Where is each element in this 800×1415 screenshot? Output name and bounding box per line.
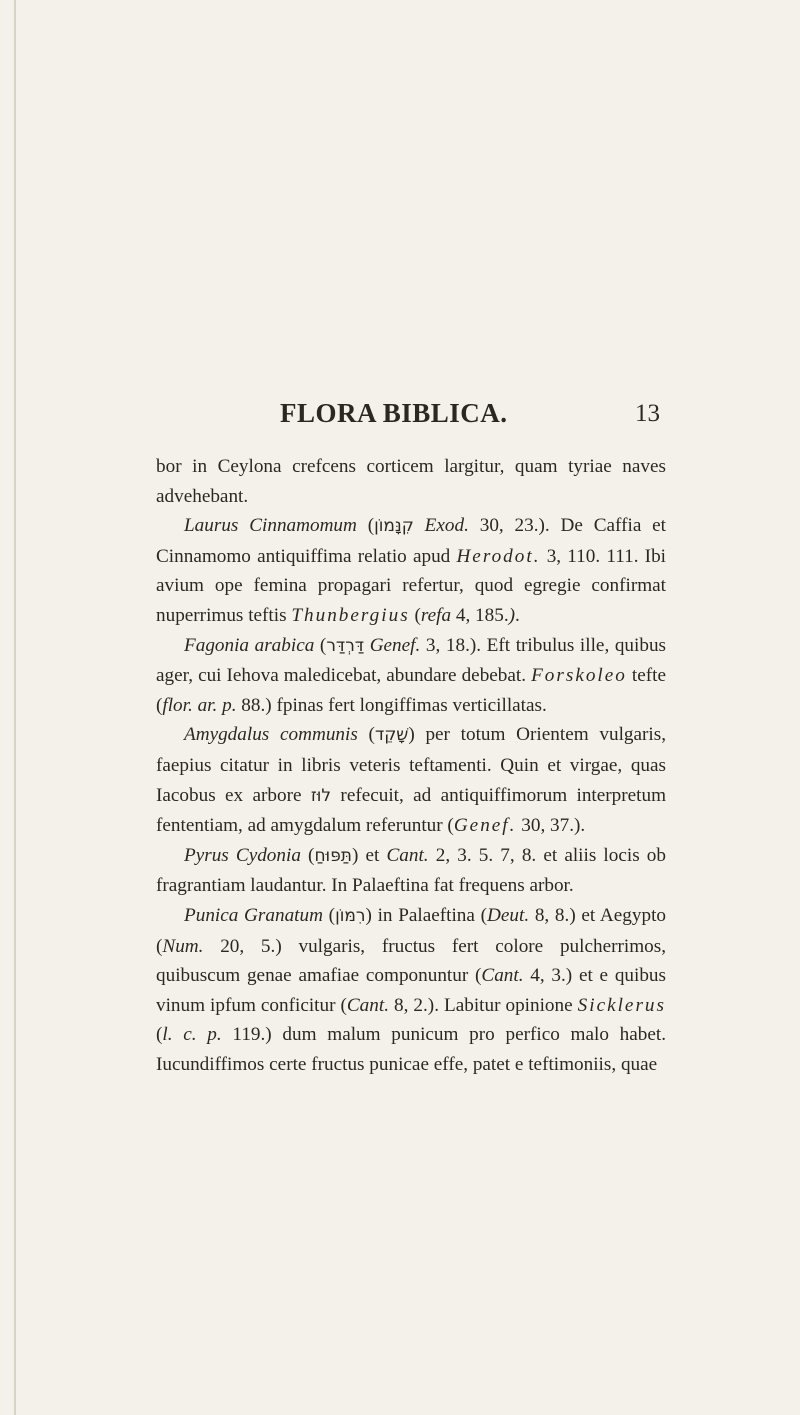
text-run: 8, 2.). Labitur opinione <box>389 994 578 1016</box>
text-run: 30, 37.). <box>516 815 586 837</box>
text-run: 119.) dum malum punicum pro perfico malo habet. Iucundiffimos certe fructus punicae effe, patet e teftimoniis, quae <box>156 1024 666 1075</box>
text-run: . <box>515 604 520 626</box>
text-run: tefte ( <box>156 665 666 716</box>
italic-text: Herodot. <box>456 545 541 567</box>
page-gutter-shadow <box>14 0 16 1415</box>
text-run: refecuit, ad antiquiffimorum interpretum fententiam, ad amygdalum referuntur ( <box>156 784 666 837</box>
italic-text: Punica Granatum <box>184 904 323 926</box>
italic-text: Pyrus Cydonia <box>184 844 301 866</box>
text-run: ( <box>322 904 336 926</box>
italic-text: refa <box>420 604 452 626</box>
italic-text: Genef. <box>369 634 421 656</box>
text-run <box>414 515 425 536</box>
text-run: 30, 23.). De Caffia et Cinnamomo antiquiffima relatio apud <box>156 515 667 567</box>
hebrew-term: שָׁקֵד <box>374 725 409 746</box>
italic-text: Cant. <box>346 994 389 1016</box>
hebrew-term: רִמּוֹן <box>335 905 366 926</box>
text-run: 20, 5.) vulgaris, fructus fert colore pulcherrimos, quibuscum genae amafiae componuntur ( <box>156 935 666 987</box>
italic-text: Exod. <box>424 515 469 537</box>
text-run: 8, 8.) et Aegypto ( <box>156 904 666 957</box>
text-run: ( <box>300 844 315 866</box>
italic-text: Sicklerus <box>577 994 666 1016</box>
italic-text: Amygdalus communis <box>184 724 358 746</box>
italic-text: ) <box>508 604 516 626</box>
paragraph-continuation <box>156 452 666 511</box>
entry-pyrus-cydonia <box>156 841 666 901</box>
text-run: ( <box>156 1024 163 1046</box>
text-run: 4, 185. <box>451 604 509 626</box>
entry-punica-granatum <box>156 901 666 1080</box>
text-run: ( <box>356 515 375 537</box>
hebrew-term: קִנָּמוֹן <box>374 516 414 537</box>
italic-text: flor. ar. p. <box>162 694 237 716</box>
italic-text: l. c. p. <box>162 1024 222 1046</box>
text-run: ( <box>357 724 375 746</box>
italic-text: Laurus Cinnamomum <box>184 515 357 537</box>
hebrew-term: תַּפּוּחַ <box>314 845 352 866</box>
italic-text: Cant. <box>386 844 429 866</box>
text-run: ) in Palaeftina ( <box>365 904 488 926</box>
entry-laurus-cinnamomum <box>156 511 666 630</box>
hebrew-term: דַּרְדַּר <box>326 635 365 656</box>
text-run: ( <box>314 634 327 656</box>
text-run: 3, 18.). Eft tribulus ille, quibus ager, cui Iehova maledicebat, abundare debebat. <box>156 634 667 687</box>
text-run: ( <box>409 604 421 626</box>
entry-amygdalus-communis <box>156 720 666 840</box>
italic-text: Thunbergius <box>291 604 410 626</box>
text-run: 3, 110. 111. Ibi avium ope femina propagari refertur, quod egregie confirmat nuperrimus teftis <box>156 545 666 626</box>
italic-text: Forskoleo <box>531 665 627 687</box>
running-header <box>150 398 660 438</box>
text-run: 4, 3.) et e quibus vinum ipfum conficitur ( <box>156 965 666 1016</box>
italic-text: Fagonia arabica <box>184 634 315 656</box>
entry-fagonia-arabica <box>156 631 666 721</box>
italic-text: Genef. <box>453 815 517 837</box>
page-number: 13 <box>635 400 660 427</box>
text-run: 2, 3. 5. 7, 8. et aliis locis ob fragrantiam laudantur. In Palaeftina fat frequens arbor. <box>156 844 666 897</box>
text-run: bor in Ceylona crefcens corticem largitur, quam tyriae naves advehebant. <box>156 456 666 507</box>
text-run: ) per totum Orientem vulgaris, faepius citatur in libris veteris teftamenti. Quin et virgae, quas Iacobus ex arbore <box>156 724 666 806</box>
italic-text: Deut. <box>487 904 530 926</box>
body-text <box>156 452 666 1079</box>
hebrew-term: לוּז <box>310 785 332 806</box>
text-run: ) et <box>351 844 387 866</box>
italic-text: Num. <box>162 935 204 957</box>
running-title: FLORA BIBLICA. <box>280 398 508 428</box>
italic-text: Cant. <box>481 965 524 987</box>
text-run: 88.) fpinas fert longiffimas verticillatas. <box>236 694 547 716</box>
